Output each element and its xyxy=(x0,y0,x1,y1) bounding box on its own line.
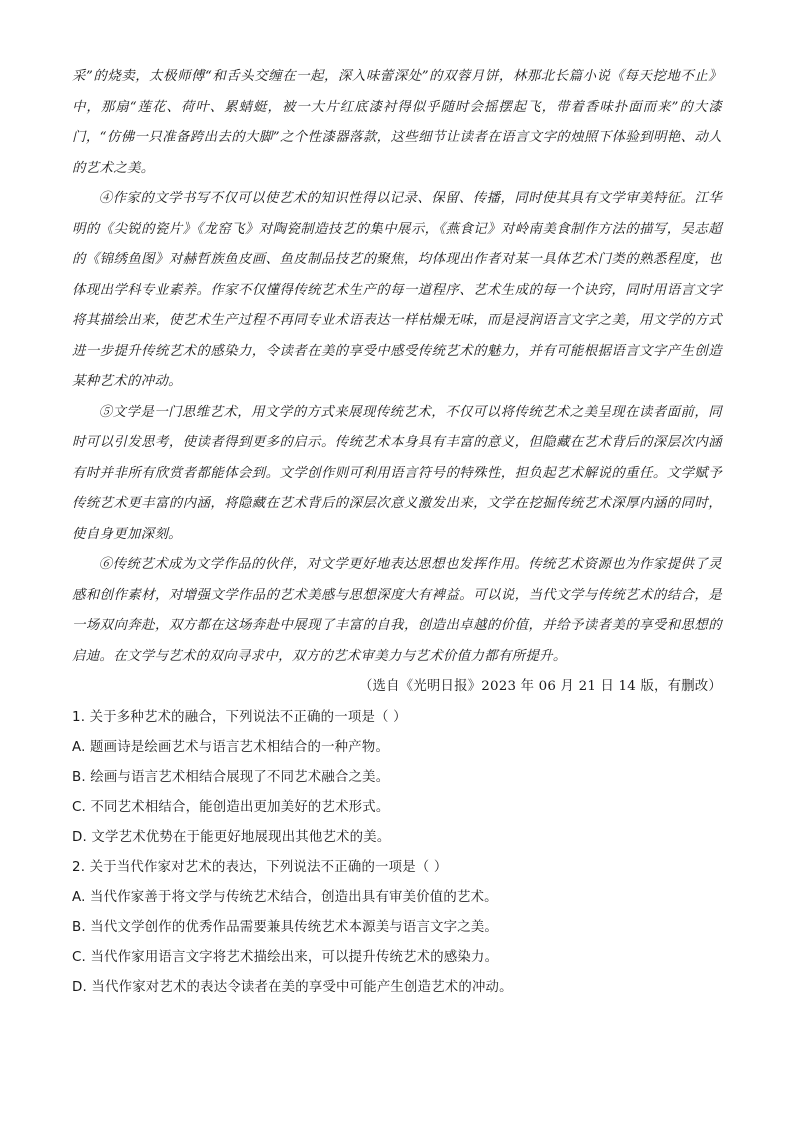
question-option: B. 当代文学创作的优秀作品需要兼具传统艺术本源美与语言文字之美。 xyxy=(72,919,499,935)
passage-paragraph-6: ⑥传统艺术成为文学作品的伙伴，对文学更好地表达思想也发挥作用。传统艺术资源也为作家提供了灵感和创作素材，对增强文学作品的艺术美感与思想深度大有裨益。可以说，当代文学与传统艺术的结合，是一场双向奔赴，双方都在这场奔赴中展现了丰富的自我，创造出卓越的价值，并给予读者美的享受和思想的启迪。在文学与艺术的双向寻求中，双方的艺术审美力与艺术价值力都有所提升。 xyxy=(72,557,722,664)
question-option: D. 当代作家对艺术的表达令读者在美的享受中可能产生创造艺术的冲动。 xyxy=(72,979,513,995)
passage-paragraph-4: ④作家的文学书写不仅可以使艺术的知识性得以记录、保留、传播，同时使其具有文学审美特征。江华明的《尖锐的瓷片》《龙窑飞》对陶瓷制造技艺的集中展示，《燕食记》对岭南美食制作方法的描写，吴志超的《锦绣鱼图》对赫哲族鱼皮画、鱼皮制品技艺的聚焦，均体现出作者对某一具体艺术门类的熟悉程度，也体现出学科专业素养。作家不仅懂得传统艺术生产的每一道程序、艺术生成的每一个诀窍，同时用语言文字将其描绘出来，使艺术生产过程不再同专业术语表达一样枯燥无味，而是浸润语言文字之美，用文学的方式进一步提升传统艺术的感染力，令读者在美的享受中感受传统艺术的魅力，并有可能根据语言文字产生创造某种艺术的冲动。 xyxy=(72,191,722,389)
question-option: A. 当代作家善于将文学与传统艺术结合，创造出具有审美价值的艺术。 xyxy=(72,889,498,905)
document-page xyxy=(72,62,722,1003)
passage-paragraph-continued: 采”的烧卖，太极师傅“和舌头交缠在一起，深入味蕾深处”的双蓉月饼，林那北长篇小说《每天挖地不止》中，那扇“莲花、荷叶、累蜻蜓，被一大片红底漆衬得似乎随时会摇摆起飞，带着香味扑面而来”的大漆门，“仿佛一只准备跨出去的大脚”之个性漆器落款，这些细节让读者在语言文字的烛照下体验到明艳、动人的艺术之美。 xyxy=(72,69,722,176)
question-list xyxy=(72,703,722,1003)
question-option: B. 绘画与语言艺术相结合展现了不同艺术融合之美。 xyxy=(72,769,390,785)
question-option: C. 当代作家用语言文字将艺术描绘出来，可以提升传统艺术的感染力。 xyxy=(72,949,499,965)
passage-source: （选自《光明日报》2023 年 06 月 21 日 14 版，有删改） xyxy=(358,679,722,694)
passage-paragraph-5: ⑤文学是一门思维艺术，用文学的方式来展现传统艺术，不仅可以将传统艺术之美呈现在读者面前，同时可以引发思考，使读者得到更多的启示。传统艺术本身具有丰富的意义，但隐藏在艺术背后的深层次内涵有时并非所有欣赏者都能体会到。文学创作则可利用语言符号的特殊性，担负起艺术解说的重任。文学赋予传统艺术更丰富的内涵，将隐藏在艺术背后的深层次意义激发出来，文学在挖掘传统艺术深厚内涵的同时，使自身更加深刻。 xyxy=(72,404,722,542)
question-item xyxy=(72,703,722,853)
question-option: A. 题画诗是绘画艺术与语言艺术相结合的一种产物。 xyxy=(72,739,390,755)
question-item xyxy=(72,853,722,1003)
question-option: D. 文学艺术优势在于能更好地展现出其他艺术的美。 xyxy=(72,829,391,845)
question-stem: 2. 关于当代作家对艺术的表达，下列说法不正确的一项是（ ） xyxy=(72,859,448,875)
question-stem: 1. 关于多种艺术的融合，下列说法不正确的一项是（ ） xyxy=(72,709,407,725)
question-option: C. 不同艺术相结合，能创造出更加美好的艺术形式。 xyxy=(72,799,390,815)
